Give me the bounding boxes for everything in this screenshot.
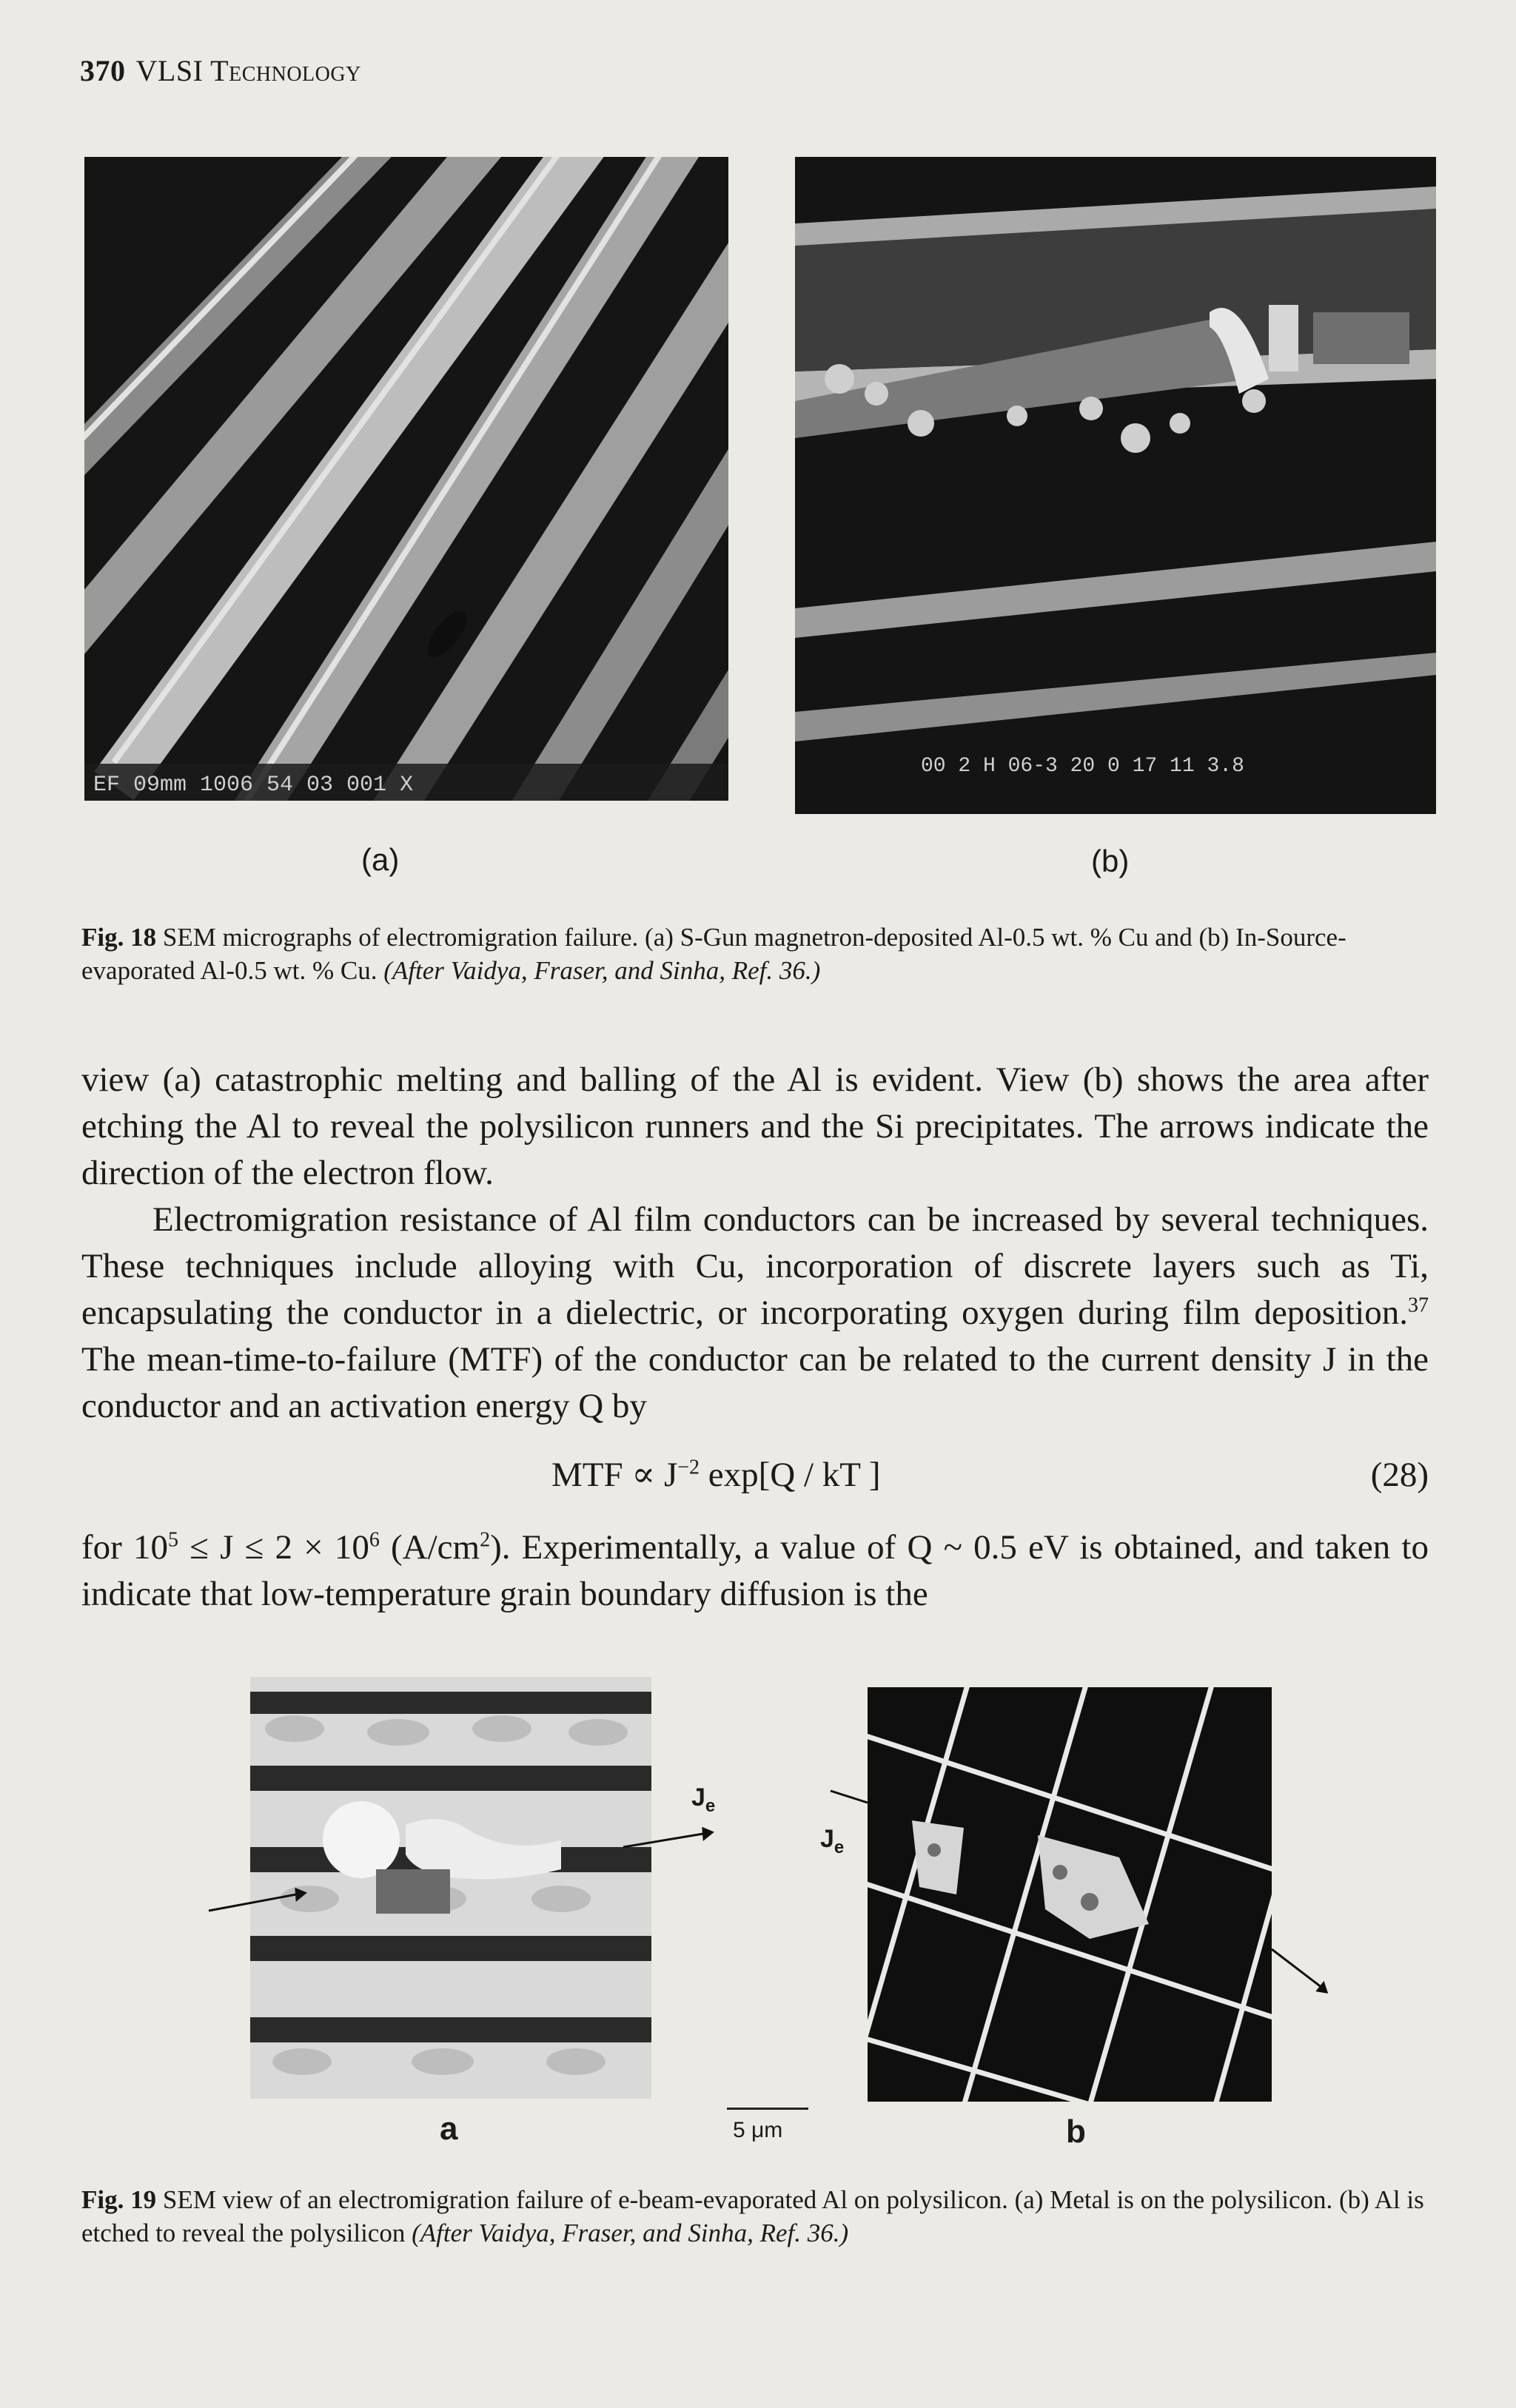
reference-37: 37: [1408, 1294, 1429, 1317]
equation-lhs: MTF ∝ J: [551, 1456, 678, 1494]
fig19-panel-b-label: b: [1066, 2113, 1086, 2150]
fig18-panel-b-label: (b): [1091, 844, 1130, 878]
fig18-caption-text: SEM micrographs of electromigration failure. (a) S-Gun magnetron-deposited Al-0.5 wt. % Cu and (b) In-Source-evaporated Al-0.5 wt. % Cu.: [81, 923, 1346, 985]
equation-number: (28): [1370, 1456, 1429, 1494]
running-title: VLSI Technology: [135, 54, 361, 87]
paragraph-3-a: for 10: [81, 1528, 168, 1567]
fig19-caption-text: SEM view of an electromigration failure of e-beam-evaporated Al on polysilicon. (a) Metal is on the polysilicon. (b) Al is etched to reveal the polysilicon: [81, 2185, 1424, 2247]
paragraph-2-part-2: The mean-time-to-failure (MTF) of the conductor can be related to the current density J in the conductor and an activation energy Q by: [81, 1340, 1429, 1425]
fig19a-je-symbol: J: [691, 1783, 705, 1812]
fig19a-je-label: [691, 1783, 715, 1817]
page-number: 370: [80, 54, 126, 87]
scale-bar-label: 5 μm: [733, 2118, 783, 2142]
paragraph-3-c: (A/cm: [379, 1528, 480, 1567]
fig19b-je-label: [820, 1825, 844, 1858]
paragraph-3-b: ≤ J ≤ 2 × 10: [178, 1528, 369, 1567]
fig18b-overlay-text: 00 2 H 06-3 20 0 17 11 3.8: [921, 755, 1244, 778]
paragraph-2-part-1: Electromigration resistance of Al film conductors can be increased by several techniques. These techniques include alloying with Cu, incorporation of discrete layers such as Ti, encapsulating the conductor in a dielectric, or incorporating oxygen during film deposition.: [81, 1200, 1429, 1332]
paragraph-3-b-exp: 6: [369, 1528, 380, 1552]
paragraph-3-d: ). Experimentally, a value of Q ~ 0.5 eV is obtained, and taken to indicate that low-temperature grain boundary diffusion is the: [81, 1528, 1429, 1613]
equation-exponent: −2: [677, 1456, 700, 1479]
fig19a-je-subscript: e: [705, 1795, 716, 1816]
fig19b-je-symbol: J: [820, 1825, 834, 1853]
fig19-caption-label: Fig. 19: [81, 2185, 157, 2214]
fig19-caption: [81, 2183, 1436, 2250]
fig19-caption-credit: (After Vaidya, Fraser, and Sinha, Ref. 36.): [412, 2219, 849, 2247]
paragraph-1: view (a) catastrophic melting and balling of the Al is evident. View (b) shows the area after etching the Al to reveal the polysilicon runners and the Si precipitates. The arrows indicate the direction of the electron flow.: [81, 1060, 1429, 1192]
fig19-panel-a-label: a: [440, 2111, 458, 2147]
paragraph-3-a-exp: 5: [167, 1528, 178, 1552]
fig18-panel-a-label: (a): [361, 842, 400, 877]
fig19b-je-subscript: e: [834, 1837, 845, 1857]
fig18-caption-credit: (After Vaidya, Fraser, and Sinha, Ref. 36.): [383, 956, 821, 985]
fig18-caption-label: Fig. 18: [81, 923, 157, 952]
equation-rhs: exp[Q / kT ]: [700, 1456, 881, 1494]
scale-bar: [727, 2108, 808, 2110]
fig18a-overlay-text: EF 09mm 1006 54 03 001 X: [93, 773, 414, 798]
paragraph-3-c-exp: 2: [480, 1528, 491, 1552]
